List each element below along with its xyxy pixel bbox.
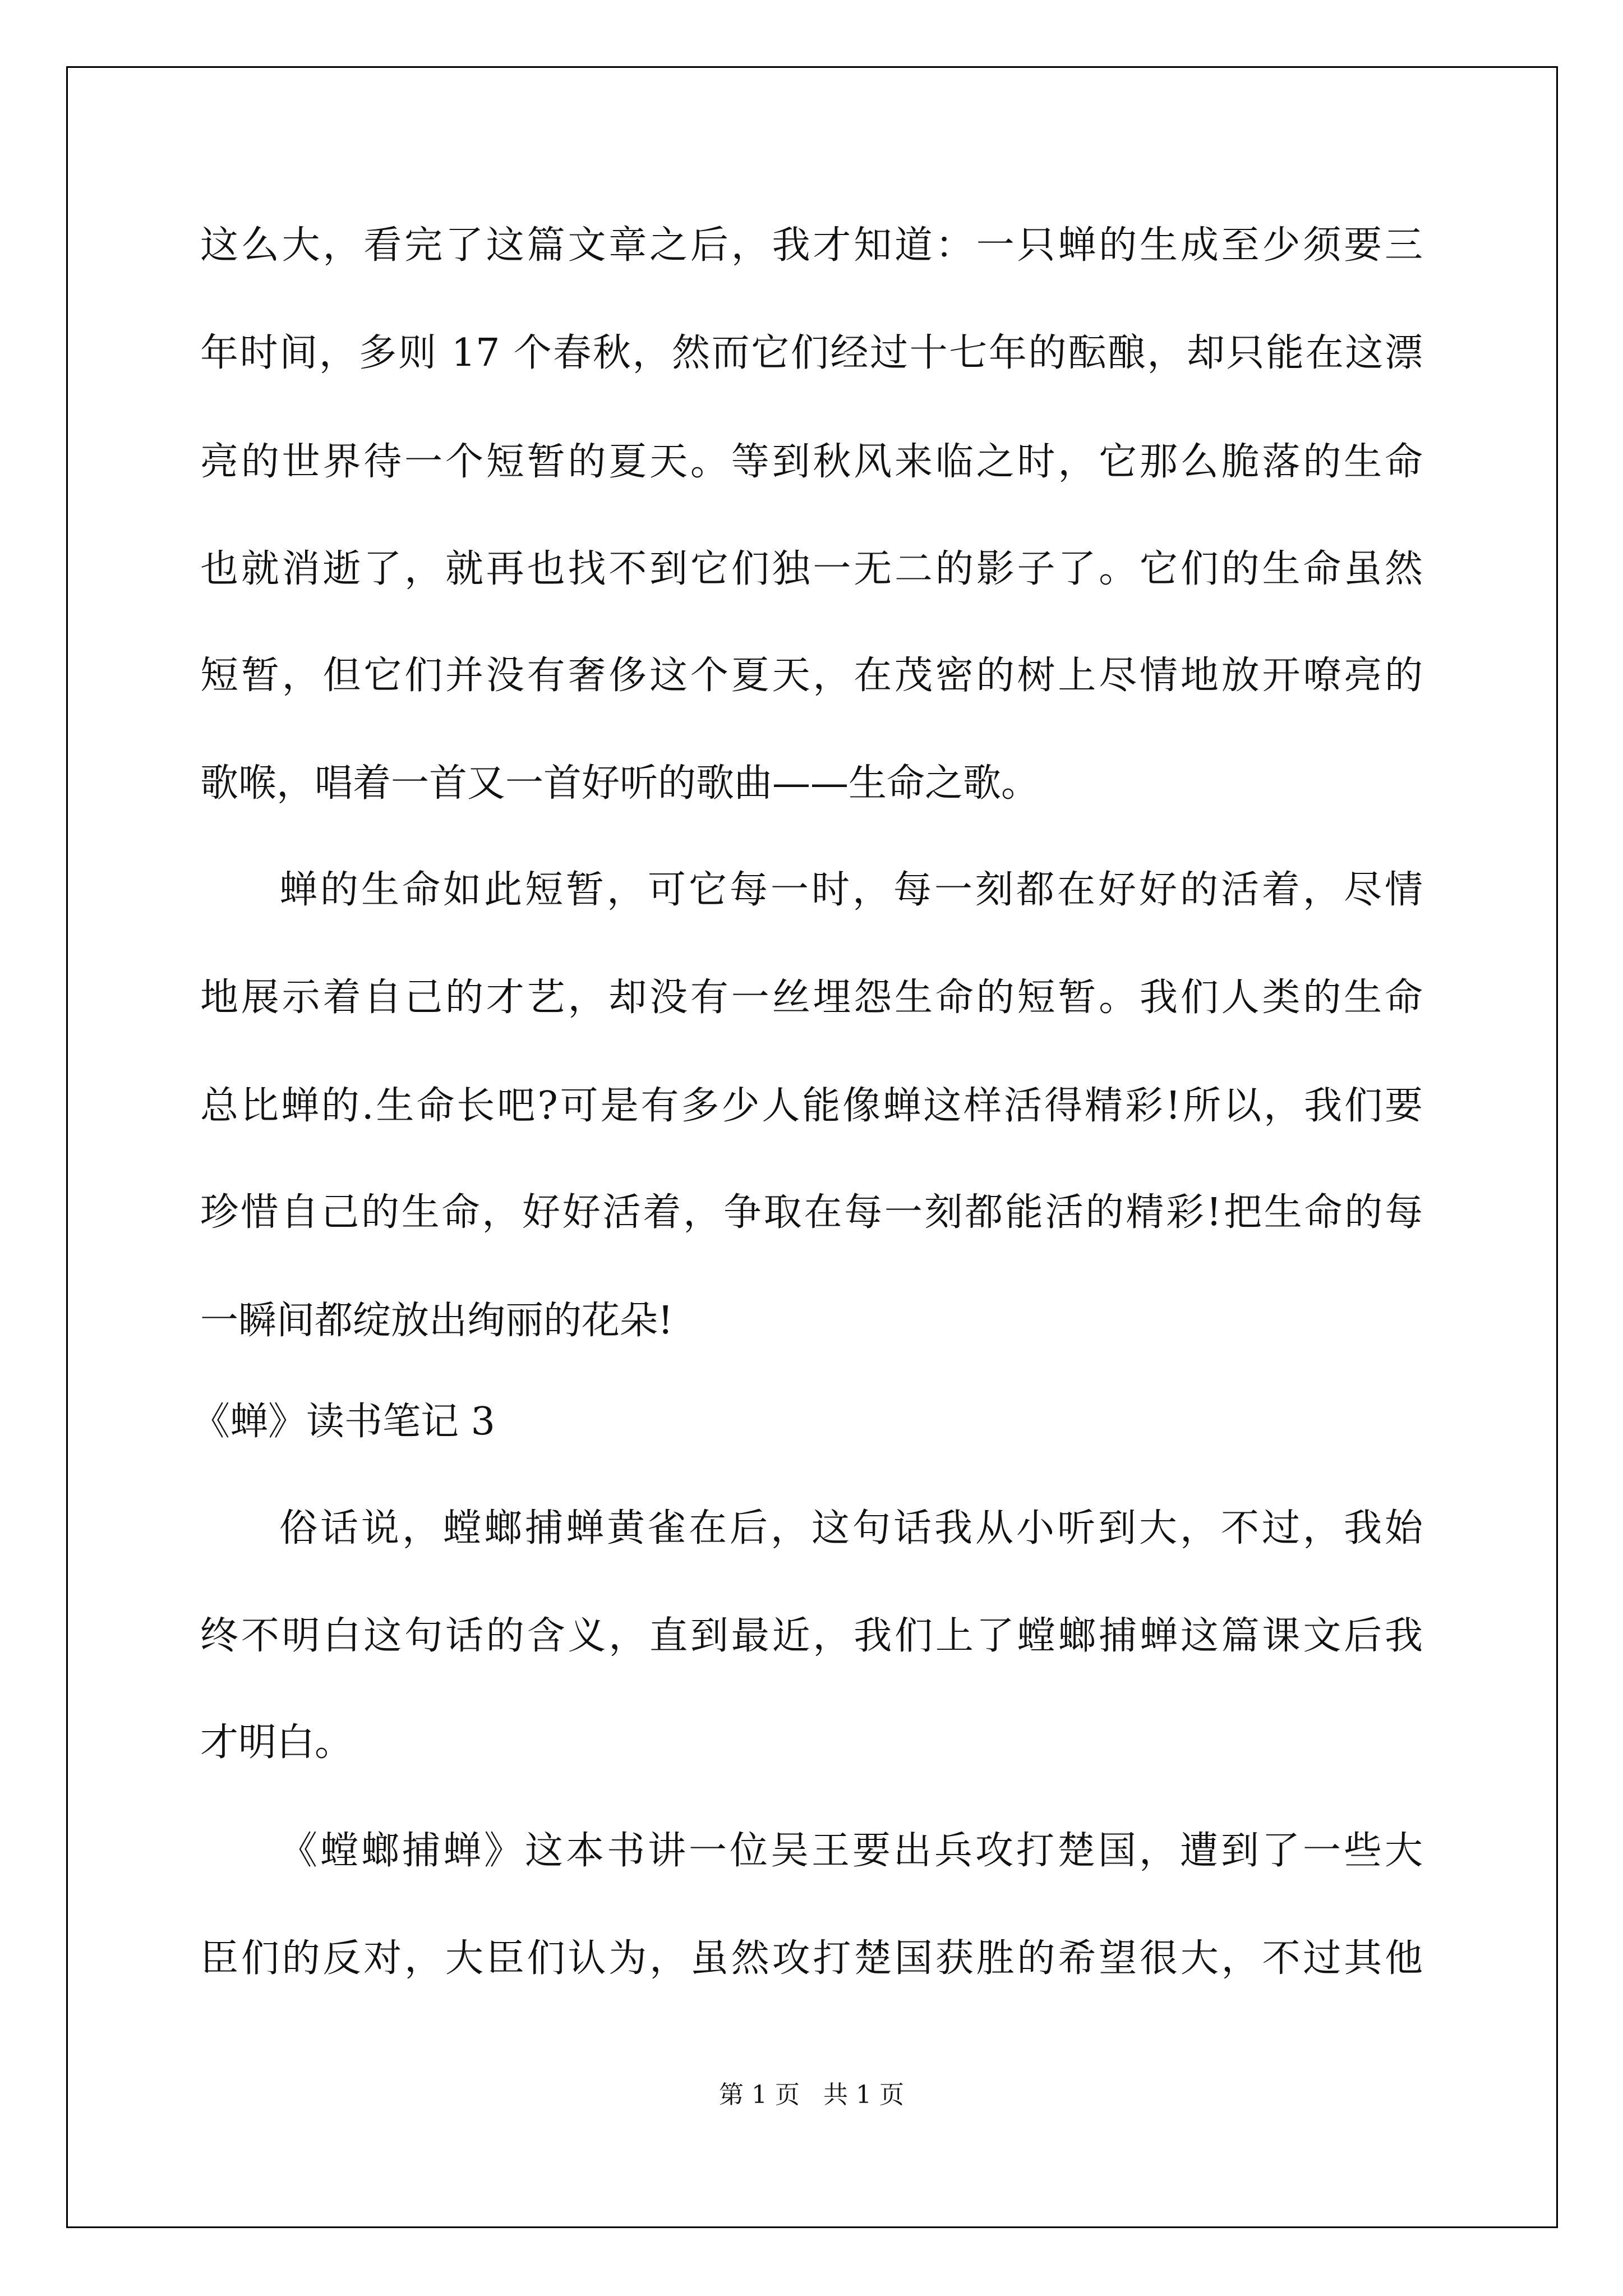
- text-line-6: 歌喉，唱着一首又一首好听的歌曲——生命之歌。: [200, 761, 1040, 806]
- text-line-4: 也就消逝了，就再也找不到它们独一无二的影子了。它们的生命虽然: [200, 547, 1423, 591]
- text-line-5: 短暂，但它们并没有奢侈这个夏天，在茂密的树上尽情地放开嘹亮的: [200, 654, 1423, 698]
- text-line-3: 亮的世界待一个短暂的夏天。等到秋风来临之时，它那么脆落的生命: [200, 440, 1423, 484]
- text-line-1: 这么大，看完了这篇文章之后，我才知道：一只蝉的生成至少须要三: [200, 223, 1423, 268]
- text-line-10: 珍惜自己的生命，好好活着，争取在每一刻都能活的精彩!把生命的每: [200, 1190, 1423, 1235]
- text-line-8: 地展示着自己的才艺，却没有一丝埋怨生命的短暂。我们人类的生命: [200, 976, 1423, 1020]
- page-border: [66, 66, 1558, 2228]
- text-line-7: 蝉的生命如此短暂，可它每一时，每一刻都在好好的活着，尽情: [279, 868, 1423, 912]
- page-footer: 第 1 页 共 1 页: [719, 2081, 904, 2109]
- text-line-12: 俗话说，螳螂捕蝉黄雀在后，这句话我从小听到大，不过，我始: [279, 1506, 1423, 1550]
- section-heading: 《蝉》读书笔记 3: [192, 1400, 495, 1444]
- text-line-14: 才明白。: [200, 1720, 353, 1765]
- text-line-9: 总比蝉的.生命长吧?可是有多少人能像蝉这样活得精彩!所以，我们要: [200, 1084, 1423, 1128]
- text-line-16: 臣们的反对，大臣们认为，虽然攻打楚国获胜的希望很大，不过其他: [200, 1936, 1423, 1981]
- text-line-11: 一瞬间都绽放出绚丽的花朵!: [200, 1299, 674, 1343]
- text-line-15: 《螳螂捕蝉》这本书讲一位吴王要出兵攻打楚国，遭到了一些大: [279, 1829, 1423, 1873]
- text-line-2: 年时间，多则 17 个春秋，然而它们经过十七年的酝酿，却只能在这漂: [200, 331, 1423, 375]
- text-line-13: 终不明白这句话的含义，直到最近，我们上了螳螂捕蝉这篇课文后我: [200, 1614, 1423, 1658]
